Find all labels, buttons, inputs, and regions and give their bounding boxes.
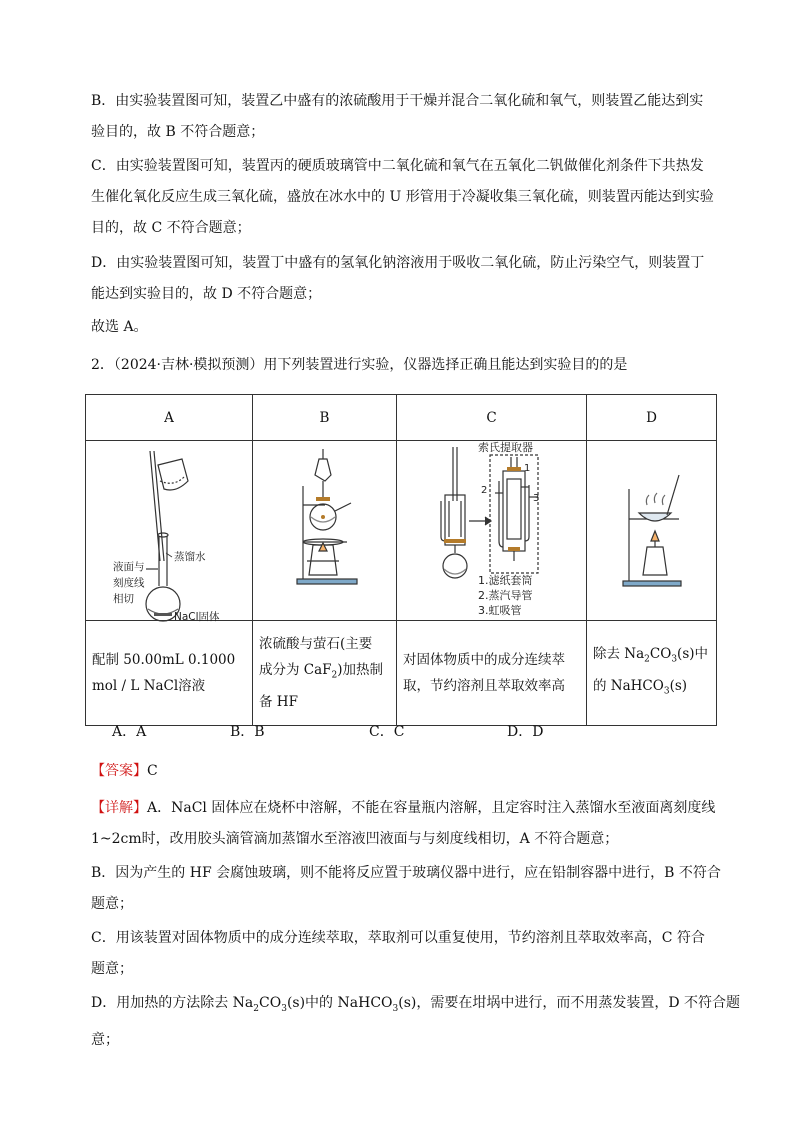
text-line: D．由实验装置图可知，装置丁中盛有的氢氧化钠溶液用于吸收二氧化硫，防止污染空气，则装置丁 <box>91 255 705 271</box>
desc-d: 除去 $Na_2CO_3(s)$中 的 NaHCO$_3$(s) <box>587 621 717 726</box>
answer-options <box>0 721 794 743</box>
answer-value: C <box>147 763 158 779</box>
figure-b-cell <box>253 441 397 621</box>
text-line: C．由实验装置图可知，装置丙的硬质玻璃管中二氧化硫和氧气在五氧化二钒做催化剂条件下共热发 <box>91 158 704 174</box>
explanation-b <box>91 86 711 148</box>
header-a: A <box>86 395 253 441</box>
explanation-d2: D．用加热的方法除去 $Na_2CO_3(s)$中的 NaHCO$_3$(s)，需要在坩埚中进行，而不用蒸发装置，D 不符合题 意； <box>91 995 741 1048</box>
option-a: A．A <box>112 724 147 740</box>
explanation-b2: B．因为产生的 HF 会腐蚀玻璃，则不能将反应置于玻璃仪器中进行，应在铅制容器中进行，B 不符合 题意； <box>91 865 721 912</box>
explanation-c <box>91 151 714 244</box>
soxhlet-part-1: 1 <box>524 463 531 474</box>
option-d: D．D <box>507 724 544 740</box>
volumetric-flask-figure <box>86 441 253 623</box>
option-b: B．B <box>230 724 265 740</box>
text-line: 能达到实验目的，故 D 不符合题意； <box>91 286 322 302</box>
header-d: D <box>587 395 717 441</box>
explanation-a: 【详解】A．NaCl 固体应在烧杯中溶解，不能在容量瓶内溶解，且定容时注入蒸馏水至液面离刻度线 1~2cm时，改用胶头滴管滴加蒸馏水至溶液凹液面与与刻度线相切，A 不符合题意； <box>91 800 716 847</box>
label-level-3: 相切 <box>113 593 134 605</box>
header-c: C <box>397 395 587 441</box>
header-b: B <box>253 395 397 441</box>
heating-flask-figure <box>253 441 397 616</box>
conclusion: 故选 A。 <box>91 319 148 335</box>
desc-c: 对固体物质中的成分连续萃 取，节约溶剂且萃取效率高 <box>397 621 587 726</box>
explain-label: 【详解】 <box>91 800 147 816</box>
answer-label: 【答案】 <box>91 763 147 779</box>
text-line: 生催化氧化反应生成三氧化硫，盛放在冰水中的 U 形管用于冷凝收集三氧化硫，则装置丙能达到实验 <box>91 189 714 205</box>
soxhlet-title: 索氏提取器 <box>478 441 533 454</box>
soxhlet-part-2: 2 <box>481 485 488 496</box>
soxhlet-legend-2: 2.蒸汽导管 <box>478 589 533 602</box>
evaporating-dish-figure <box>587 441 717 616</box>
figure-c-cell <box>397 441 587 621</box>
text-line: B．由实验装置图可知，装置乙中盛有的浓硫酸用于干燥并混合二氧化硫和氧气，则装置乙能达到实 <box>91 93 704 109</box>
figure-d-cell <box>587 441 717 621</box>
apparatus-table <box>85 394 717 726</box>
explanation-d <box>91 248 711 310</box>
desc-b: 浓硫酸与萤石(主要 成分为 CaF$_2$)加热制 备 HF <box>253 621 397 726</box>
option-c: C．C <box>369 724 405 740</box>
text-line: 目的，故 C 不符合题意； <box>91 220 251 236</box>
answer-line <box>91 756 711 787</box>
label-nacl-solid: NaCl固体 <box>174 611 220 623</box>
desc-a: 配制 50.00mL 0.1000 mol / L NaCl溶液 <box>86 621 253 726</box>
figure-a-cell <box>86 441 253 621</box>
soxhlet-legend-3: 3.虹吸管 <box>478 604 522 617</box>
soxhlet-part-3: 3 <box>533 493 540 504</box>
soxhlet-extractor-figure <box>397 441 587 616</box>
text-line: 验目的，故 B 不符合题意； <box>91 124 265 140</box>
label-distilled-water: 蒸馏水 <box>174 551 206 563</box>
label-level-1: 液面与 <box>113 561 145 573</box>
soxhlet-legend-1: 1.滤纸套筒 <box>478 574 533 587</box>
explanation-c2: C．用该装置对固体物质中的成分连续萃取，萃取剂可以重复使用，节约溶剂且萃取效率高，C 符合 题意； <box>91 930 705 977</box>
question-stem: 2．（2024·吉林·模拟预测）用下列装置进行实验，仪器选择正确且能达到实验目的的是 <box>91 357 628 373</box>
label-level-2: 刻度线 <box>113 577 145 589</box>
